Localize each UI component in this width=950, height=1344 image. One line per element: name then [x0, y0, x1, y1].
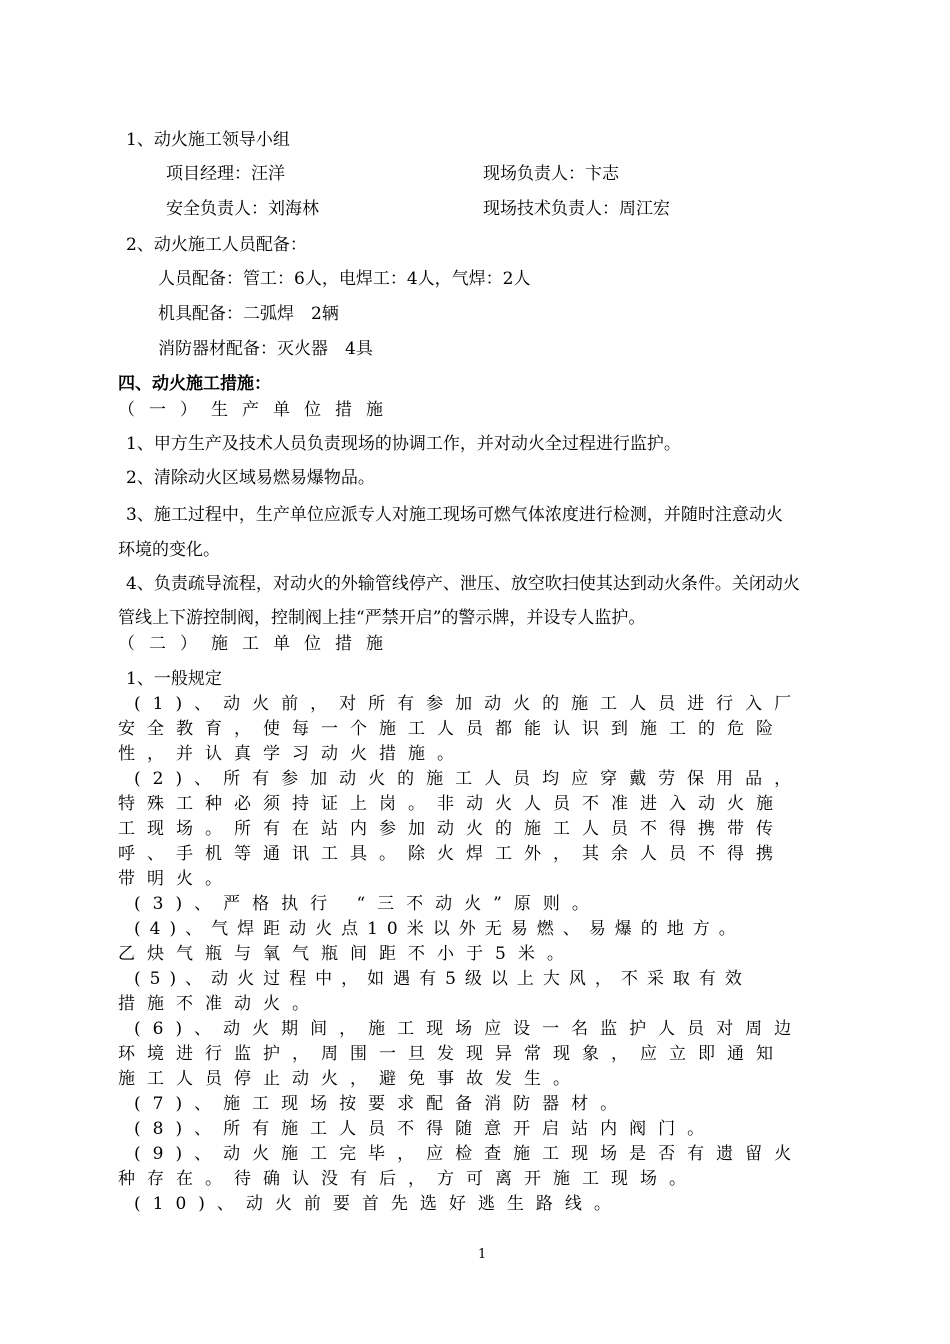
rule-line: 施工人员停止动火，避免事故发生。 [118, 1069, 582, 1089]
rule-line: 措施不准动火。 [118, 994, 321, 1014]
subsection-title-1: （一）生产单位措施 [118, 400, 397, 420]
rule-line: (6)、动火期间，施工现场应设一名监护人员对周边 [134, 1019, 804, 1039]
tech-lead: 现场技术负责人：周江宏 [483, 199, 670, 219]
staffing-fire-equipment: 消防器材配备：灭火器 4具 [158, 339, 373, 359]
rule-line: (8)、所有施工人员不得随意开启站内阀门。 [134, 1119, 717, 1139]
paragraph-line: 3、施工过程中，生产单位应派专人对施工现场可燃气体浓度进行检测，并随时注意动火 [126, 505, 783, 525]
rule-line: 种存在。待确认没有后，方可离开施工现场。 [118, 1169, 698, 1189]
rule-line: (1)、动火前，对所有参加动火的施工人员进行入厂 [134, 694, 804, 714]
subsection-title-2: （二）施工单位措施 [118, 634, 397, 654]
rule-line: (9)、动火施工完毕，应检查施工现场是否有遗留火 [134, 1144, 804, 1164]
paragraph-line: 4、负责疏导流程，对动火的外输管线停产、泄压、放空吹扫使其达到动火条件。关闭动火 [126, 574, 800, 594]
rule-line: (5)、动火过程中，如遇有5级以上大风，不采取有效 [134, 969, 751, 989]
general-rules-heading: 1、一般规定 [126, 669, 222, 689]
rule-line: (4)、气焊距动火点10米以外无易燃、易爆的地方。 [134, 919, 745, 939]
paragraph-line: 1、甲方生产及技术人员负责现场的协调工作，并对动火全过程进行监护。 [126, 434, 681, 454]
rule-line: (7)、施工现场按要求配备消防器材。 [134, 1094, 630, 1114]
project-manager: 项目经理：汪洋 [166, 164, 285, 184]
page-number: 1 [478, 1247, 487, 1262]
paragraph-line: 环境的变化。 [118, 540, 220, 560]
staffing-equipment: 机具配备：二弧焊 2辆 [158, 304, 339, 324]
rule-line: 性，并认真学习动火措施。 [118, 744, 466, 764]
rule-line: 安全教育，使每一个施工人员都能认识到施工的危险 [118, 719, 785, 739]
safety-lead: 安全负责人：刘海林 [166, 199, 319, 219]
site-lead: 现场负责人：卞志 [483, 164, 619, 184]
rule-line: (2)、所有参加动火的施工人员均应穿戴劳保用品， [134, 769, 804, 789]
staffing-personnel: 人员配备：管工：6人，电焊工：4人，气焊：2人 [158, 269, 531, 289]
rule-line: 环境进行监护，周围一旦发现异常现象，应立即通知 [118, 1044, 785, 1064]
rule-line: (3)、严格执行 “三不动火”原则。 [134, 894, 601, 914]
rule-line: 带明火。 [118, 869, 234, 889]
rule-line: 乙炔气瓶与氧气瓶间距不小于5米。 [118, 944, 576, 964]
rule-line: 特殊工种必须持证上岗。非动火人员不准进入动火施 [118, 794, 785, 814]
staffing-heading: 2、动火施工人员配备： [126, 235, 307, 255]
rule-line: 呼、手机等通讯工具。除火焊工外，其余人员不得携 [118, 844, 785, 864]
paragraph-line: 2、清除动火区域易燃易爆物品。 [126, 468, 375, 488]
leadership-heading: 1、动火施工领导小组 [126, 130, 290, 150]
section-title: 四、动火施工措施： [118, 374, 271, 394]
rule-line: (10)、动火前要首先选好逃生路线。 [134, 1194, 623, 1214]
paragraph-line: 管线上下游控制阀，控制阀上挂“严禁开启”的警示牌，并设专人监护。 [118, 608, 646, 628]
rule-line: 工现场。所有在站内参加动火的施工人员不得携带传 [118, 819, 785, 839]
